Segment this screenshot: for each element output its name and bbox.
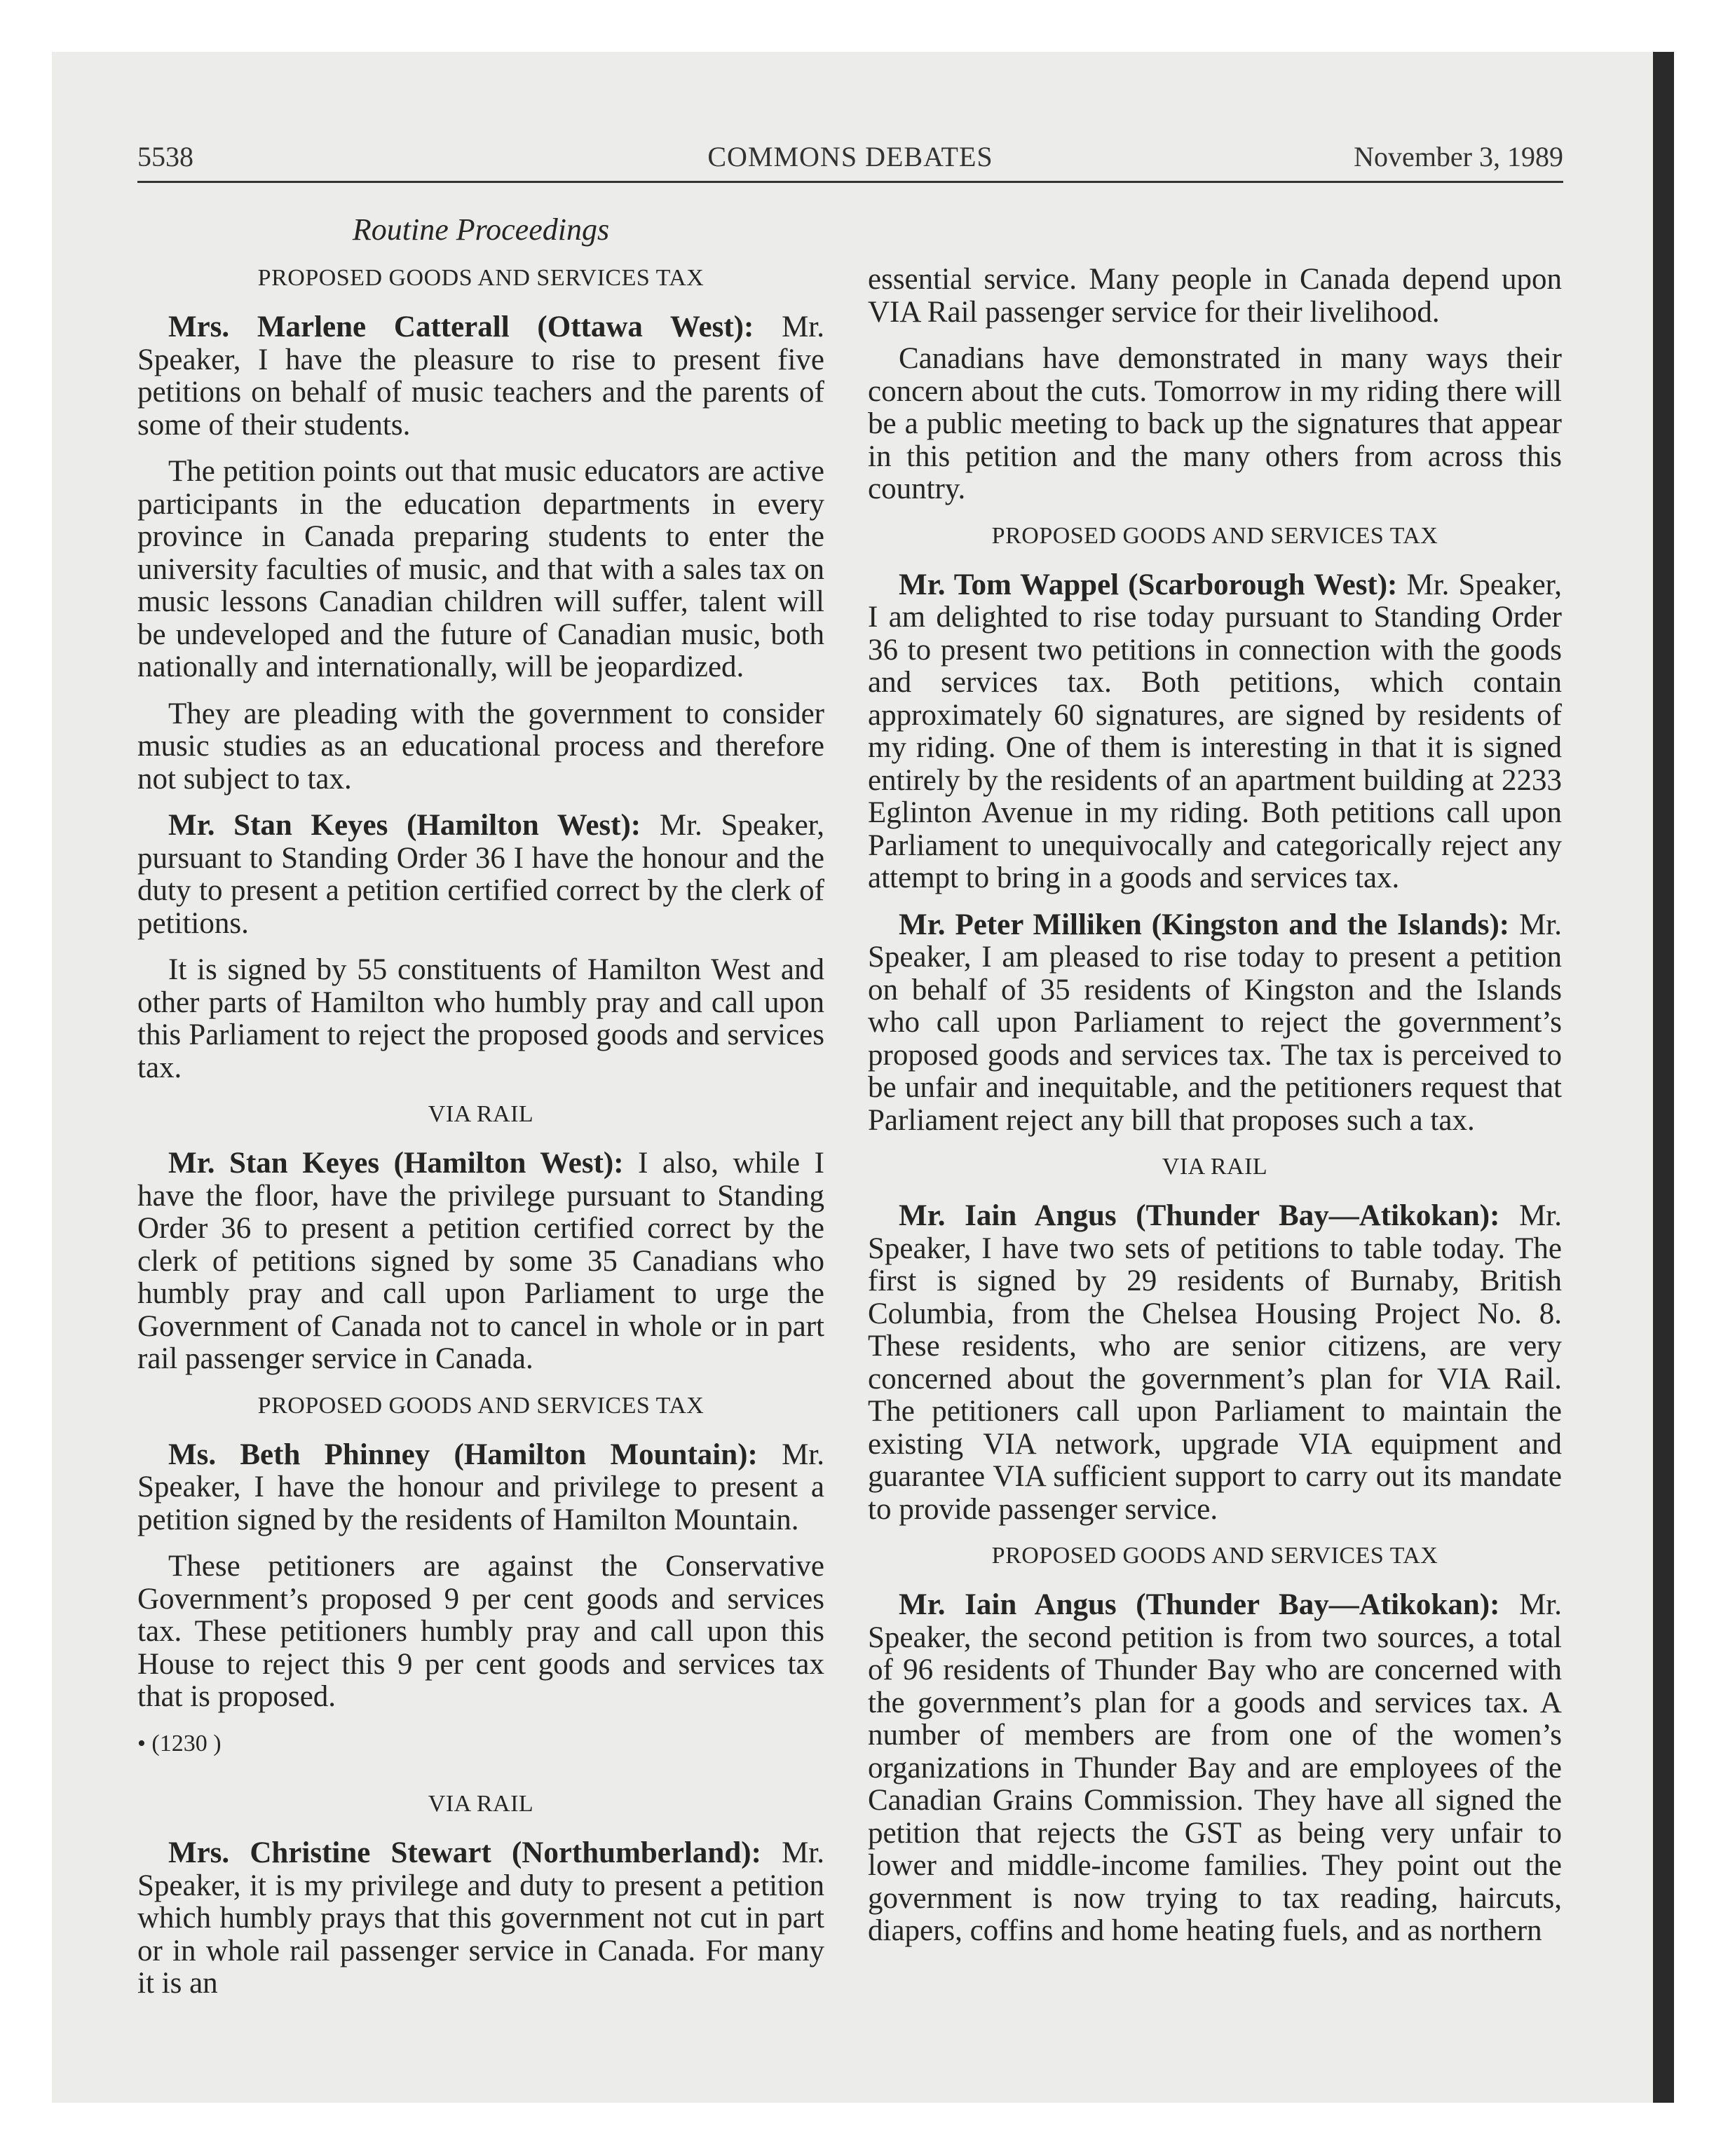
section-heading: PROPOSED GOODS AND SERVICES TAX (257, 265, 705, 291)
speaker-name: Mrs. Marlene Catterall (Ottawa West): (168, 311, 754, 343)
section-heading: PROPOSED GOODS AND SERVICES TAX (991, 522, 1438, 549)
speaker-name: Mrs. Christine Stewart (Northumberland): (168, 1836, 761, 1869)
paragraph: The petition points out that music educators are active participants in the education departments in every province in Canada preparing students to enter the university faculties of music, and that with a sales tax on music lessons Canadian children will suffer, talent will be undeveloped and the future of Canadian music, both nationally and internationally, will be jeopardized. (137, 455, 824, 683)
paragraph (137, 1439, 824, 1537)
section-heading: VIA RAIL (428, 1791, 534, 1817)
paragraph-text: Mr. Speaker, I am pleased to rise today to present a petition on behalf of 35 residents of Kingston and the Islands who call upon Parliament to reject the government’s proposed goods and services tax. The tax is perceived to be unfair and inequitable, and the petitioners request that Parliament reject any bill that proposes such a tax. (868, 908, 1563, 1137)
left-column (137, 210, 824, 2014)
paragraph: They are pleading with the government to consider music studies as an educational process and therefore not subject to tax. (137, 697, 824, 796)
paragraph: These petitioners are against the Conservative Government’s proposed 9 per cent goods and services tax. These petitioners humbly pray and call upon this House to reject this 9 per cent goods and services tax that is proposed. (137, 1550, 824, 1713)
speaker-name: Mr. Peter Milliken (Kingston and the Islands): (899, 908, 1510, 941)
publication-title: COMMONS DEBATES (707, 141, 993, 172)
paragraph (137, 311, 824, 442)
section-title: Routine Proceedings (352, 212, 610, 247)
paragraph: It is signed by 55 constituents of Hamilton West and other parts of Hamilton who humbly pray and call upon this Parliament to reject the proposed goods and services tax. (137, 953, 824, 1084)
paragraph (868, 1589, 1562, 1948)
scan-edge-shadow (1653, 52, 1674, 2103)
paragraph (868, 909, 1562, 1138)
section-heading: VIA RAIL (1162, 1154, 1268, 1180)
paragraph-text: Mr. Speaker, it is my privilege and duty to present a petition which humbly prays that this government not cut in part or in whole rail passenger service in Canada. For many it is an (137, 1836, 824, 2000)
timestamp: • (1230 ) (137, 1730, 222, 1756)
publication-date: November 3, 1989 (1354, 141, 1563, 172)
section-heading: PROPOSED GOODS AND SERVICES TAX (991, 1543, 1438, 1569)
paragraph-text: Mr. Speaker, the second petition is from two sources, a total of 96 residents of Thunder Bay who are concerned with the government’s plan for a goods and services tax. A number of members are from one of the women’s organizations in Thunder Bay and are employees of the Canadian Grains Commission. They have all signed the petition that rejects the GST as being very unfair to lower and middle-income families. They point out the government is now trying to tax reading, haircuts, diapers, coffins and home heating fuels, and as northern (868, 1588, 1562, 1947)
paragraph-text: Mr. Speaker, I am delighted to rise today pursuant to Standing Order 36 to present two petitions in connection with the goods and services tax. Both petitions, which contain approximately 60 signatures, are signed by residents of my riding. One of them is interesting in that it is signed entirely by the residents of an apartment building at 2233 Eglinton Avenue in my riding. Both petitions call upon Parliament to unequivocally and categorically reject any attempt to bring in a goods and services tax. (868, 568, 1563, 894)
speaker-name: Mr. Tom Wappel (Scarborough West): (899, 568, 1398, 601)
paragraph-text: Mr. Speaker, pursuant to Standing Order 36 I have the honour and the duty to present a petition certified correct by the clerk of petitions. (137, 809, 824, 940)
speaker-name: Mr. Stan Keyes (Hamilton West): (168, 1147, 624, 1180)
paragraph: Canadians have demonstrated in many ways their concern about the cuts. Tomorrow in my riding there will be a public meeting to back up the signatures that appear in this petition and the many others from across this country. (868, 342, 1562, 505)
speaker-name: Mr. Stan Keyes (Hamilton West): (168, 809, 641, 842)
paragraph: essential service. Many people in Canada depend upon VIA Rail passenger service for their livelihood. (868, 263, 1562, 329)
paragraph-text: Mr. Speaker, I have the honour and privilege to present a petition signed by the residents of Hamilton Mountain. (137, 1438, 824, 1536)
paragraph (868, 569, 1562, 895)
paragraph-text: Mr. Speaker, I have two sets of petitions to table today. The first is signed by 29 residents of Burnaby, British Columbia, from the Chelsea Housing Project No. 8. These residents, who are senior citizens, are very concerned about the government’s plan for VIA Rail. The petitioners call upon Parliament to maintain the existing VIA network, upgrade VIA equipment and guarantee VIA sufficient support to carry out its mandate to provide passenger service. (868, 1199, 1562, 1526)
page-header (137, 140, 1563, 184)
paragraph-text: I also, while I have the floor, have the privilege pursuant to Standing Order 36 to present a petition certified correct by the clerk of petitions signed by some 35 Canadians who humbly pray and call upon Parliament to urge the Government of Canada not to cancel in whole or in part rail passenger service in Canada. (137, 1147, 824, 1375)
paragraph (137, 1147, 824, 1376)
speaker-name: Mr. Iain Angus (Thunder Bay—Atikokan): (899, 1588, 1500, 1621)
paragraph (868, 1200, 1562, 1526)
page-number: 5538 (137, 141, 193, 172)
paragraph-text: Mr. Speaker, I have the pleasure to rise to present five petitions on behalf of music teachers and the parents of some of their students. (137, 311, 824, 442)
paragraph (137, 810, 824, 940)
paragraph (137, 1837, 824, 2000)
section-heading: VIA RAIL (428, 1101, 534, 1127)
right-column (868, 264, 1562, 1962)
section-heading: PROPOSED GOODS AND SERVICES TAX (257, 1392, 705, 1419)
speaker-name: Ms. Beth Phinney (Hamilton Mountain): (168, 1438, 758, 1471)
header-rule (137, 181, 1563, 183)
speaker-name: Mr. Iain Angus (Thunder Bay—Atikokan): (899, 1199, 1500, 1232)
